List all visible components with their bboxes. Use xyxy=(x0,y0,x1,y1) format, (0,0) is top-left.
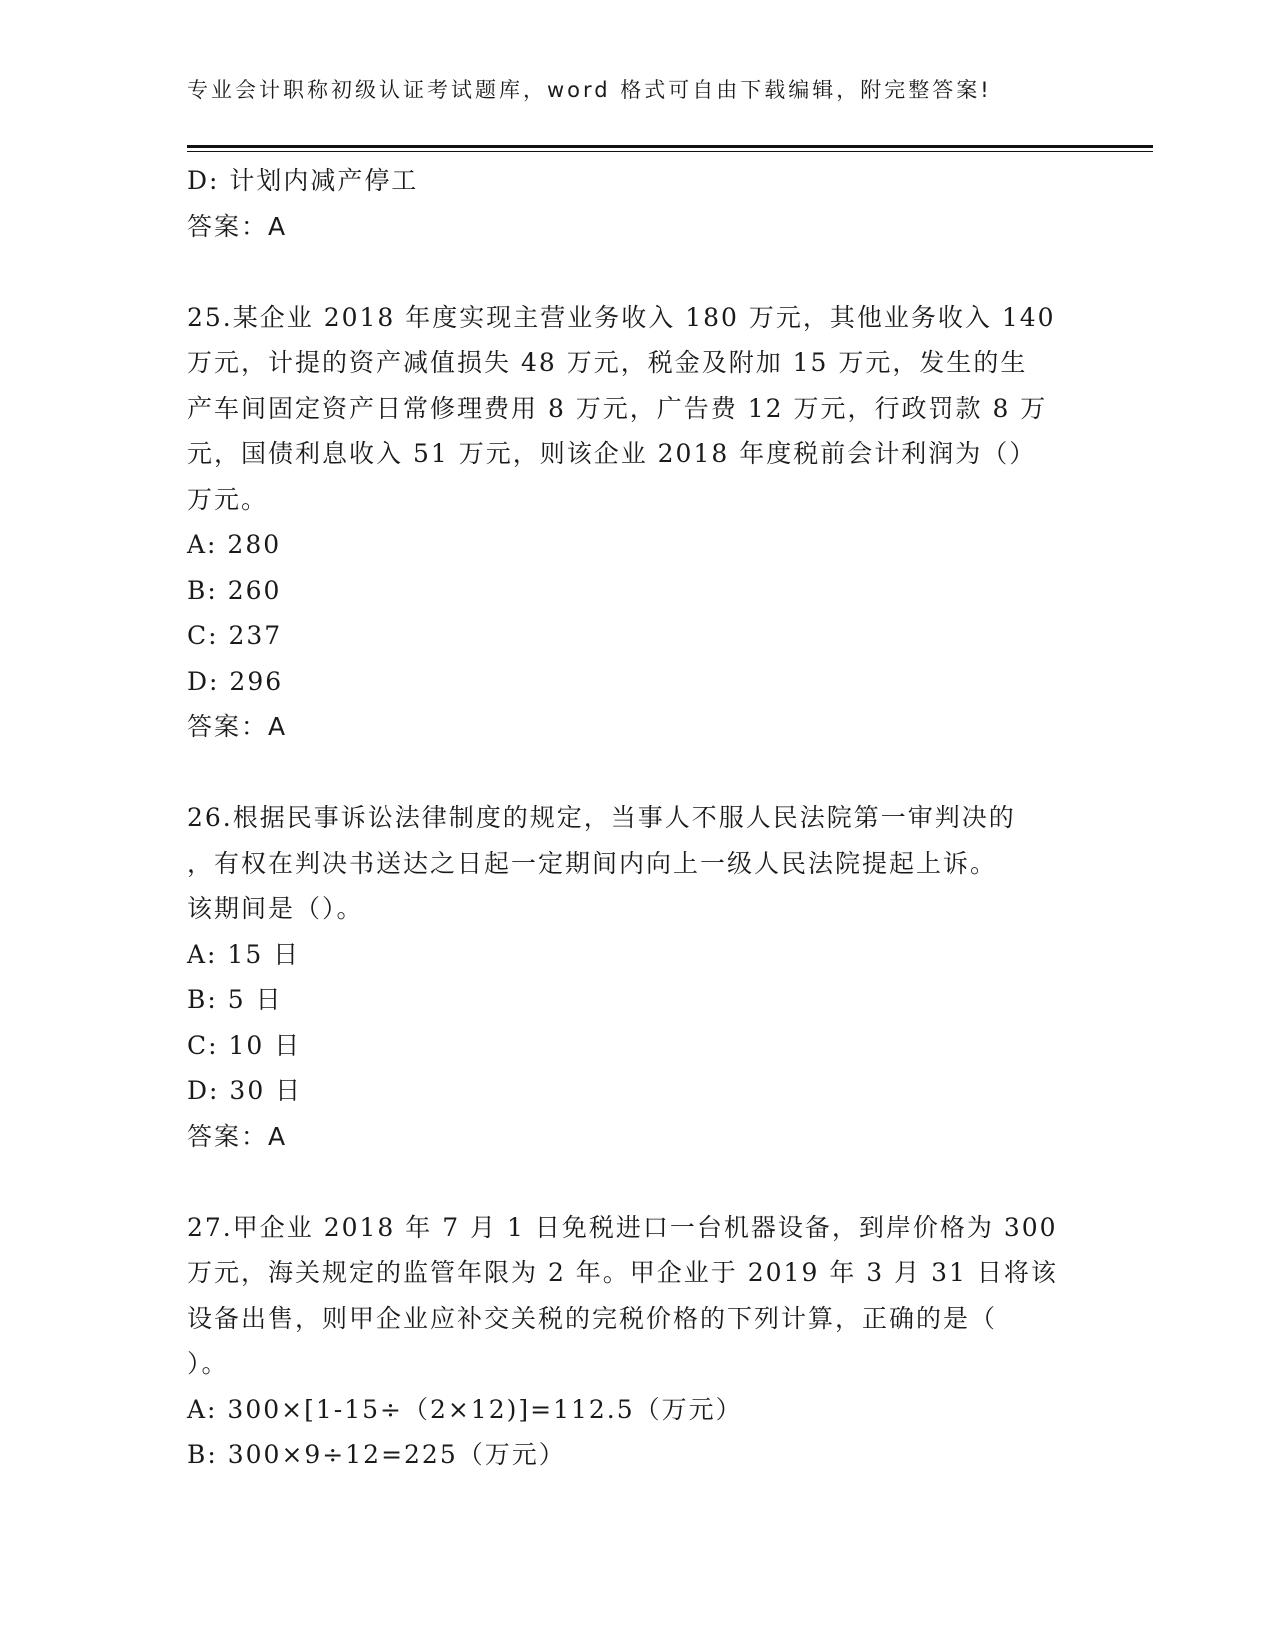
option-b: B: 300×9÷12=225（万元） xyxy=(187,1440,566,1469)
header-rule-thick xyxy=(187,145,1153,148)
option-a: A: 280 xyxy=(187,530,282,559)
document-body xyxy=(187,158,1067,1478)
question-text-line: 万元，海关规定的监管年限为 2 年。甲企业于 2019 年 3 月 31 日将该 xyxy=(187,1258,1058,1287)
header-rule-thin xyxy=(187,151,1153,152)
question-26 xyxy=(187,795,1067,1159)
option-b: B: 260 xyxy=(187,575,282,605)
option-d: D: 296 xyxy=(187,666,284,696)
question-text-line: 该期间是（）。 xyxy=(187,894,364,923)
question-text-line: 25.某企业 2018 年度实现主营业务收入 180 万元，其他业务收入 140 xyxy=(187,302,1056,332)
option-b: B: 5 日 xyxy=(187,985,283,1014)
question-27 xyxy=(187,1205,1067,1478)
answer-line: 答案：A xyxy=(187,211,288,241)
question-text-line: 27.甲企业 2018 年 7 月 1 日免税进口一台机器设备，到岸价格为 300 xyxy=(187,1212,1058,1242)
question-text-line: 元，国债利息收入 51 万元，则该企业 2018 年度税前会计利润为（） xyxy=(187,439,1037,468)
spacer xyxy=(187,750,1067,796)
question-25 xyxy=(187,295,1067,750)
option-d: D: 30 日 xyxy=(187,1076,303,1105)
question-text-line: 万元，计提的资产减值损失 48 万元，税金及附加 15 万元，发生的生 xyxy=(187,348,1028,377)
option-d: D: 计划内减产停工 xyxy=(187,166,419,195)
question-text-line: 设备出售，则甲企业应补交关税的完税价格的下列计算，正确的是（ xyxy=(187,1303,998,1333)
answer-line: 答案：A xyxy=(187,1121,288,1151)
spacer xyxy=(187,1159,1067,1205)
option-a: A: 300×[1-15÷（2×12)]=112.5（万元） xyxy=(187,1394,743,1424)
answer-line: 答案：A xyxy=(187,712,288,741)
question-text-line: 万元。 xyxy=(187,484,269,514)
option-c: C: 10 日 xyxy=(187,1030,302,1060)
option-c: C: 237 xyxy=(187,621,283,650)
question-text-line: 26.根据民事诉讼法律制度的规定，当事人不服人民法院第一审判决的 xyxy=(187,803,1016,832)
spacer xyxy=(187,249,1067,295)
option-a: A: 15 日 xyxy=(187,939,301,969)
question-text-line: 产车间固定资产日常修理费用 8 万元，广告费 12 万元，行政罚款 8 万 xyxy=(187,393,1048,423)
page-header: 专业会计职称初级认证考试题库，word 格式可自由下载编辑，附完整答案! xyxy=(187,78,992,102)
question-text-line: ）。 xyxy=(187,1349,229,1378)
question-text-line: ，有权在判决书送达之日起一定期间内向上一级人民法院提起上诉。 xyxy=(187,848,998,878)
